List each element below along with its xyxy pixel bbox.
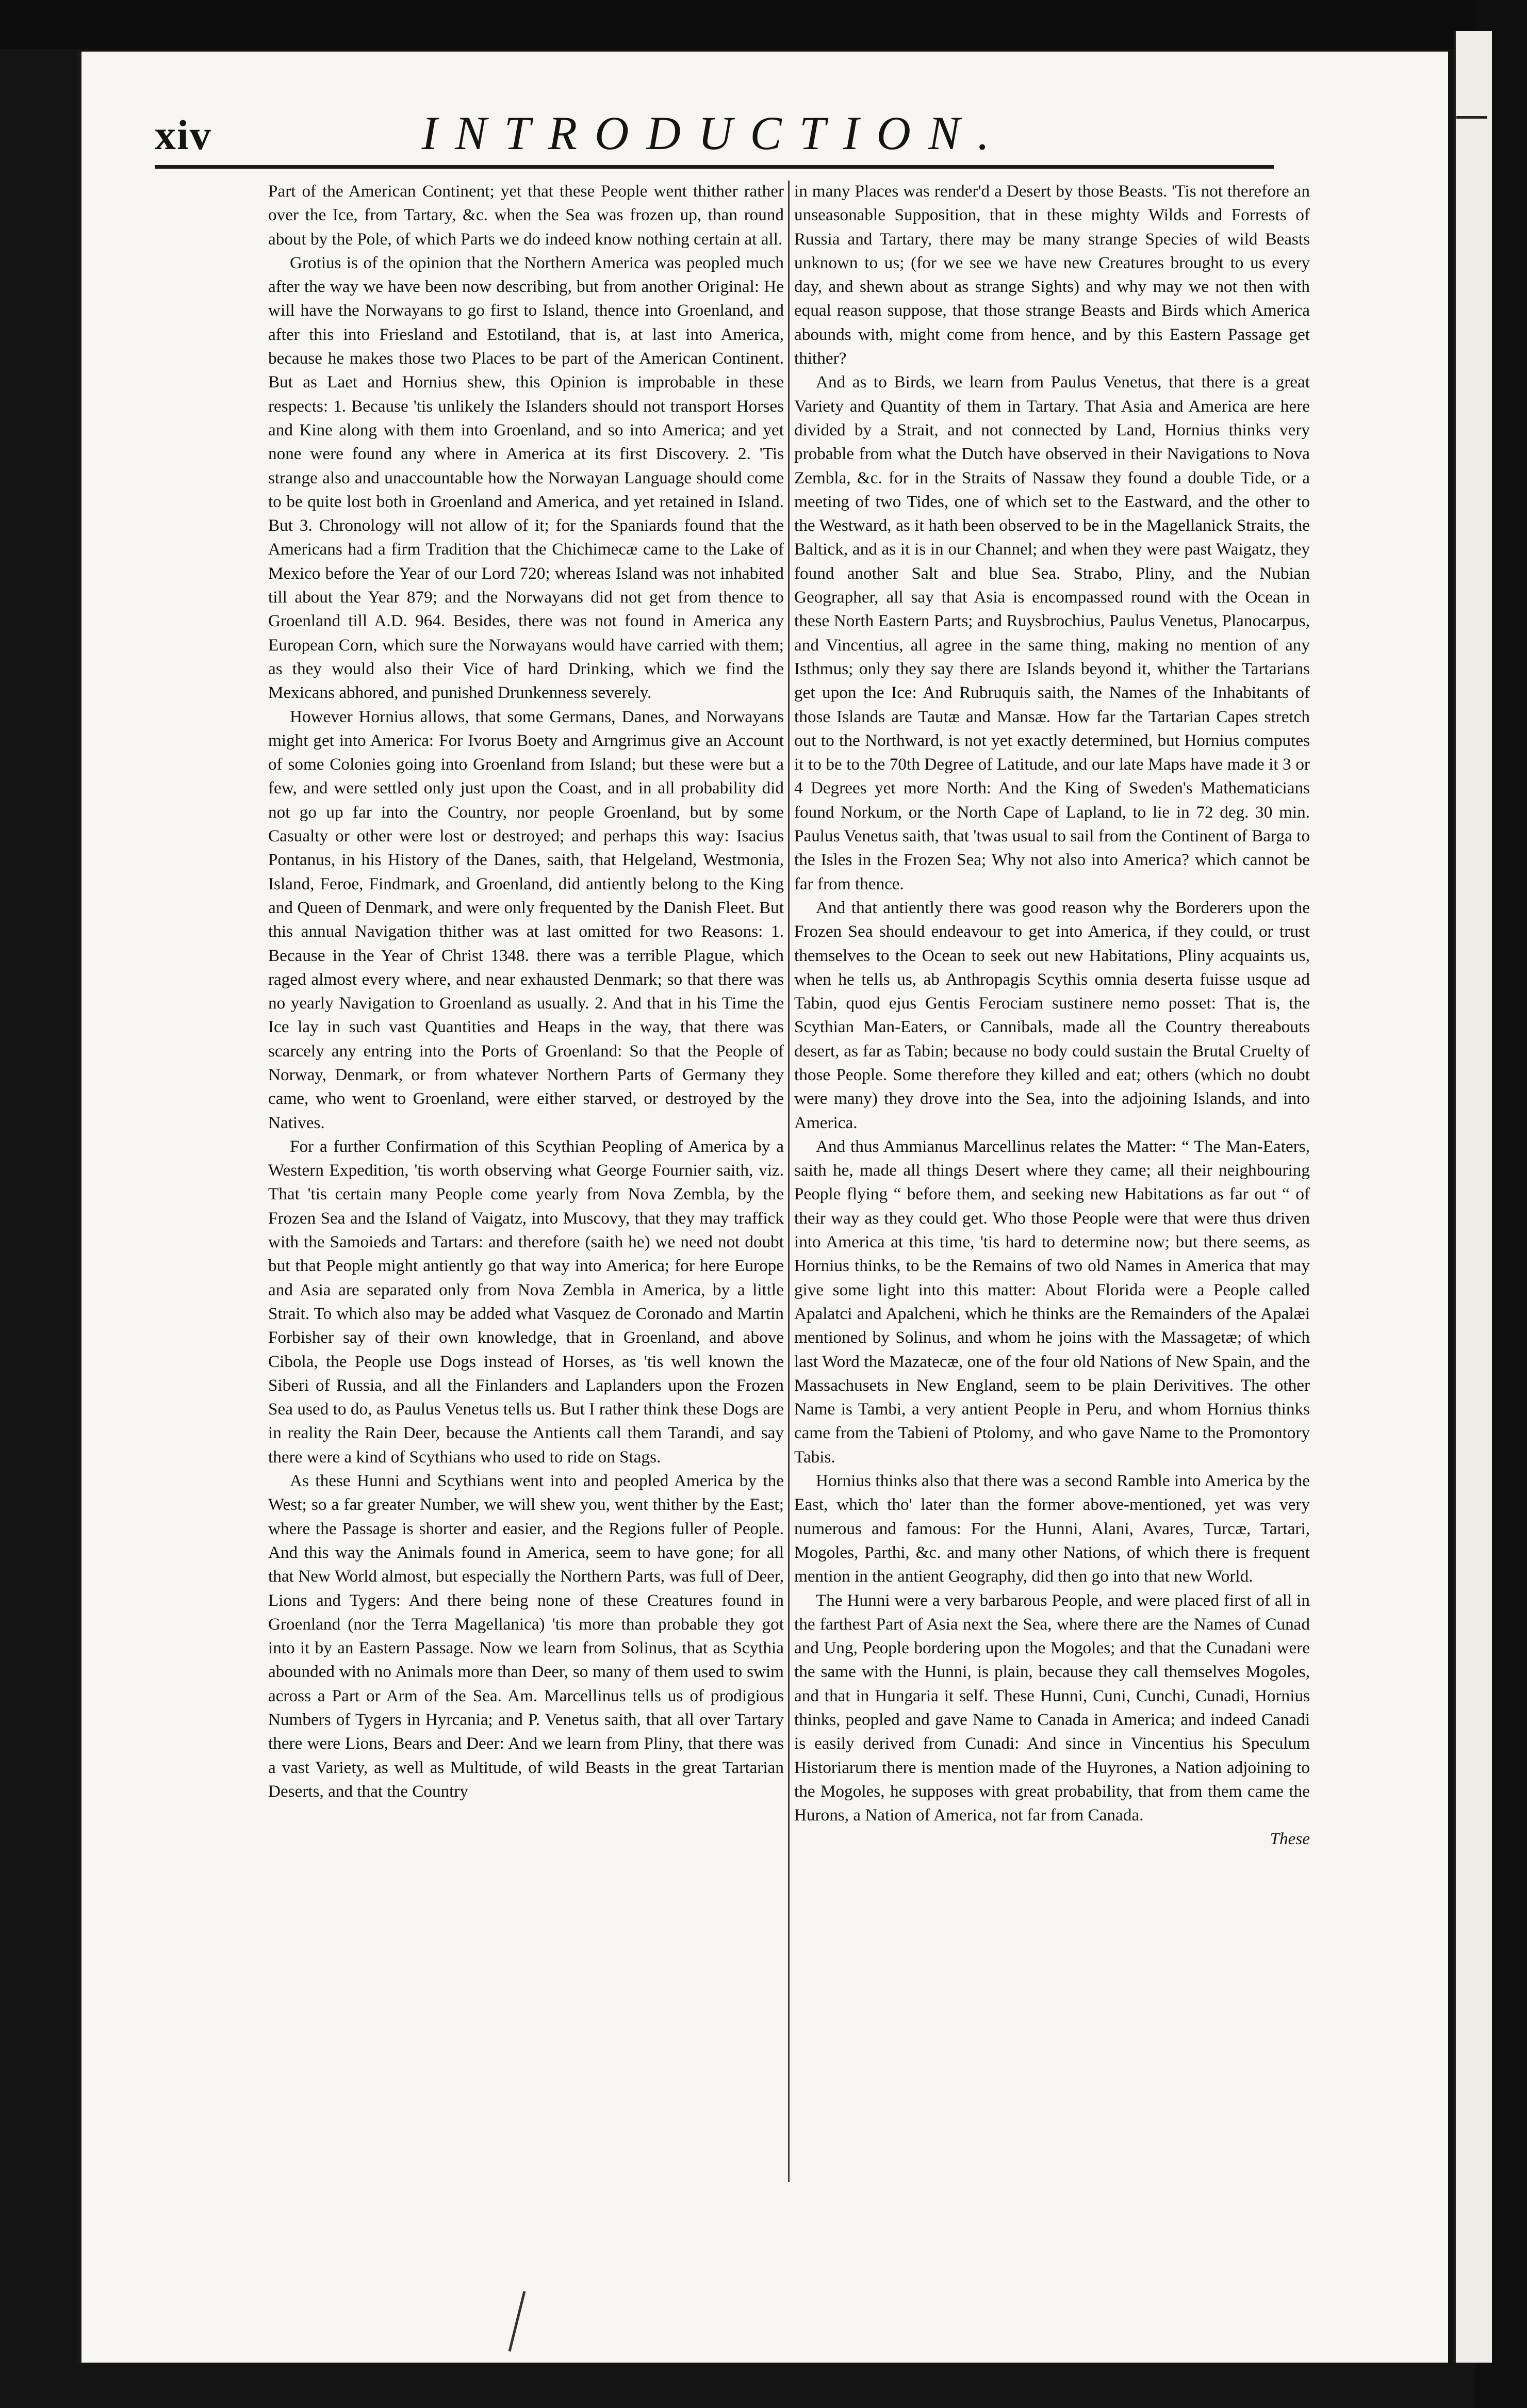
paragraph: The Hunni were a very barbarous People, and were placed first of all in the farthest Part of Asia next the Sea, where there are the Names of Cunad and Ung, People bordering upon the Mogoles; and that the Cunadani were the same with the Hunni, is plain, because they call themselves Mogoles, and that in Hungaria it self. These Hunni, Cuni, Cunchi, Cunadi, Hornius thinks, peopled and gave Name to Canada in America; and indeed Canadi is easily derived from Cunadi: And since in Vincentius his Speculum Historiarum there is mention made of the Huyrones, a Nation adjoining to the Mogoles, he supposes with great probability, that from them came the Hurons, a Nation of America, not far from Canada.: [794, 1590, 1310, 1825]
paragraph: And that antiently there was good reason why the Borderers upon the Frozen Sea should endeavour to get into America, if they could, or trust themselves to the Ocean to seek out new Habitations, Pliny acquaints us, when he tells us, ab Anthropagis Scythis omnia deserta fuisse usque ad Tabin, quod ejus Gentis Ferociam sustinere nemo posset: That is, the Scythian Man-Eaters, or Cannibals, made all the Country thereabouts desert, as far as Tabin; because no body could sustain the Brutal Cruelty of those People. Some therefore they killed and eat; others (which no doubt were many) they drove into the Sea, into the adjoining Islands, and into America.: [794, 898, 1310, 1132]
header-rule: [155, 165, 1274, 169]
left-column: [268, 180, 784, 2181]
facing-page-edge: [1454, 31, 1492, 2363]
page-header: [155, 106, 1274, 168]
page-number: xiv: [155, 111, 212, 158]
facing-page-rule: [1456, 116, 1487, 119]
paragraph: However Hornius allows, that some Germans, Danes, and Norwayans might get into America: For Ivorus Boety and Arngrimus give an Account of some Colonies going into Groenland from Island; but these were but a few, and were settled only just upon the Coast, and in all probability did not go up far into the Country, nor people Groenland, but by some Casualty or other were lost or destroyed; and perhaps this way: Isacius Pontanus, in his History of the Danes, saith, that Helgeland, Westmonia, Island, Feroe, Findmark, and Groenland, did antiently belong to the King and Queen of Denmark, and were only frequented by the Danish Fleet. But this annual Navigation thither was at last omitted for two Reasons: 1. Because in the Year of Christ 1348. there was a terrible Plague, which raged almost every where, and near exhausted Denmark; so that there was no yearly Navigation to Groenland as usually. 2. And that in his Time the Ice lay in such vast Quantities and Heaps in the way, that there was scarcely any entring into the Ports of Groenland: So that the People of Norway, Denmark, or from whatever Northern Parts of Germany they came, who went to Groenland, were either starved, or destroyed by the Natives.: [268, 707, 784, 1132]
paragraph: For a further Confirmation of this Scythian Peopling of America by a Western Expedition, 'tis worth observing what George Fournier saith, viz. That 'tis certain many People come yearly from Nova Zembla, by the Frozen Sea and the Island of Vaigatz, into Muscovy, that they may traffick with the Samoieds and Tartars: and therefore (saith he) we need not doubt but that People might antiently go that way into America; for here Europe and Asia are separated only from Nova Zembla in America, by a little Strait. To which also may be added what Vasquez de Coronado and Martin Forbisher say of their own knowledge, that in Groenland, and above Cibola, the People use Dogs instead of Horses, as 'tis well known the Siberi of Russia, and all the Finlanders and Laplanders upon the Frozen Sea used to do, as Paulus Venetus tells us. But I rather think these Dogs are in reality the Rain Deer, because the Antients call them Tarandi, and say there were a kind of Scythians who used to ride on Stags.: [268, 1136, 784, 1467]
paragraph: Hornius thinks also that there was a second Ramble into America by the East, which tho' later than the former above-mentioned, yet was very numerous and famous: For the Hunni, Alani, Avares, Turcæ, Tartari, Mogoles, Parthi, &c. and many other Nations, of which there is frequent mention in the antient Geography, did then go into that new World.: [794, 1471, 1310, 1586]
catchword: These: [1270, 1829, 1310, 1849]
paragraph: Part of the American Continent; yet that these People went thither rather over the Ice, from Tartary, &c. when the Sea was frozen up, than round about by the Pole, of which Parts we do indeed know nothing certain at all.: [268, 182, 784, 249]
running-head: INTRODUCTION.: [421, 107, 1007, 159]
paragraph: And as to Birds, we learn from Paulus Venetus, that there is a great Variety and Quantity of them in Tartary. That Asia and America are here divided by a Strait, and not connected by Land, Hornius thinks very probable from what the Dutch have observed in their Navigations to Nova Zembla, &c. for in the Straits of Nassaw they found a double Tide, or a meeting of two Tides, one of which set to the Eastward, and the other to the Westward, as it hath been observed to be in the Magellanick Straits, the Baltick, and as it is in our Channel; and when they were past Waigatz, they found another Salt and blue Sea. Strabo, Pliny, and the Nubian Geographer, all say that Asia is encompassed round with the Ocean in these North Eastern Parts; and Ruysbrochius, Paulus Venetus, Planocarpus, and Vincentius, all agree in the same thing, making no mention of any Isthmus; only they say there are Islands beyond it, whither the Tartarians get upon the Ice: And Rubruquis saith, the Names of the Inhabitants of those Islands are Tautæ and Mansæ. How far the Tartarian Capes stretch out to the Northward, is not yet exactly determined, but Hornius computes it to be to the 70th Degree of Latitude, and our late Maps have made it 3 or 4 Degrees yet more North: And the King of Sweden's Mathematicians found Norkum, or the North Cape of Lapland, to lie in 72 deg. 30 min. Paulus Venetus saith, that 'twas usual to sail from the Continent of Barga to the Isles in the Frozen Sea; Why not also into America? which cannot be far from thence.: [794, 372, 1310, 893]
right-column: [794, 180, 1310, 2181]
paragraph: Grotius is of the opinion that the Northern America was peopled much after the way we have been now describing, but from another Original: He will have the Norwayans to go first to Island, thence into Groenland, and after this into Friesland and Estotiland, that is, at last into America, because he makes those two Places to be part of the American Continent. But as Laet and Hornius shew, this Opinion is improbable in these respects: 1. Because 'tis unlikely the Islanders should not transport Horses and Kine along with them into Groenland, and so into America; and yet none were found any where in America at its first Discovery. 2. 'Tis strange also and unaccountable how the Norwayan Language should come to be quite lost both in Groenland and America, and yet retained in Island. But 3. Chronology will not allow of it; for the Spaniards found that the Americans had a firm Tradition that the Chichimecæ came to the Lake of Mexico before the Year of our Lord 720; whereas Island was not inhabited till about the Year 879; and the Norwayans did not get from thence to Groenland till A.D. 964. Besides, there was not found in America any European Corn, which sure the Norwayans would have carried with them; as they would also their Vice of hard Drinking, which we find the Mexicans abhored, and punished Drunkenness severely.: [268, 253, 784, 703]
scan-border-top: [0, 0, 1527, 49]
paragraph: in many Places was render'd a Desert by those Beasts. 'Tis not therefore an unseasonable Supposition, that in these mighty Wilds and Forrests of Russia and Tartary, there may be many strange Species of wild Beasts unknown to us; (for we see we have new Creatures brought to us every day, and shewn about as strange Sights) and why may we not then with equal reason suppose, that those strange Beasts and Birds which America abounds with, might come from hence, and by this Eastern Passage get thither?: [794, 182, 1310, 368]
column-divider: [788, 181, 790, 2182]
paragraph: As these Hunni and Scythians went into and peopled America by the West; so a far greater Number, we will shew you, went thither by the East; where the Passage is shorter and easier, and the Regions fuller of People. And this way the Animals found in America, seem to have gone; for all that New World almost, but especially the Northern Parts, was full of Deer, Lions and Tygers: And there being none of these Creatures found in Groenland (nor the Terra Magellanica) 'tis more than probable they got into it by an Eastern Passage. Now we learn from Solinus, that as Scythia abounded with no Animals more than Deer, so many of them used to swim across a Part or Arm of the Sea. Am. Marcellinus tells us of prodigious Numbers of Tygers in Hyrcania; and P. Venetus saith, that all over Tartary there were Lions, Bears and Deer: And we learn from Pliny, that there was a vast Variety, as well as Multitude, of wild Beasts in the great Tartarian Deserts, and that the Country: [268, 1471, 784, 1801]
paragraph: And thus Ammianus Marcellinus relates the Matter: “ The Man-Eaters, saith he, made all things Desert where they came; all their neighbouring People flying “ before them, and seeking new Habitations as far out “ of their way as they could get. Who those People were that were thus driven into America at this time, 'tis hard to determine now; but there seems, as Hornius thinks, to be the Remains of two old Names in America that may give some light into this matter: About Florida were a People called Apalatci and Apalcheni, which he thinks are the Remainders of the Apalæi mentioned by Solinus, and whom he joins with the Massagetæ; of which last Word the Mazatecæ, one of the four old Nations of New Spain, and the Massachusets in New England, seem to be plain Derivitives. The other Name is Tambi, a very antient People in Peru, and whom Hornius thinks came from the Tabieni of Ptolomy, and who gave Name to the Promontory Tabis.: [794, 1136, 1310, 1467]
